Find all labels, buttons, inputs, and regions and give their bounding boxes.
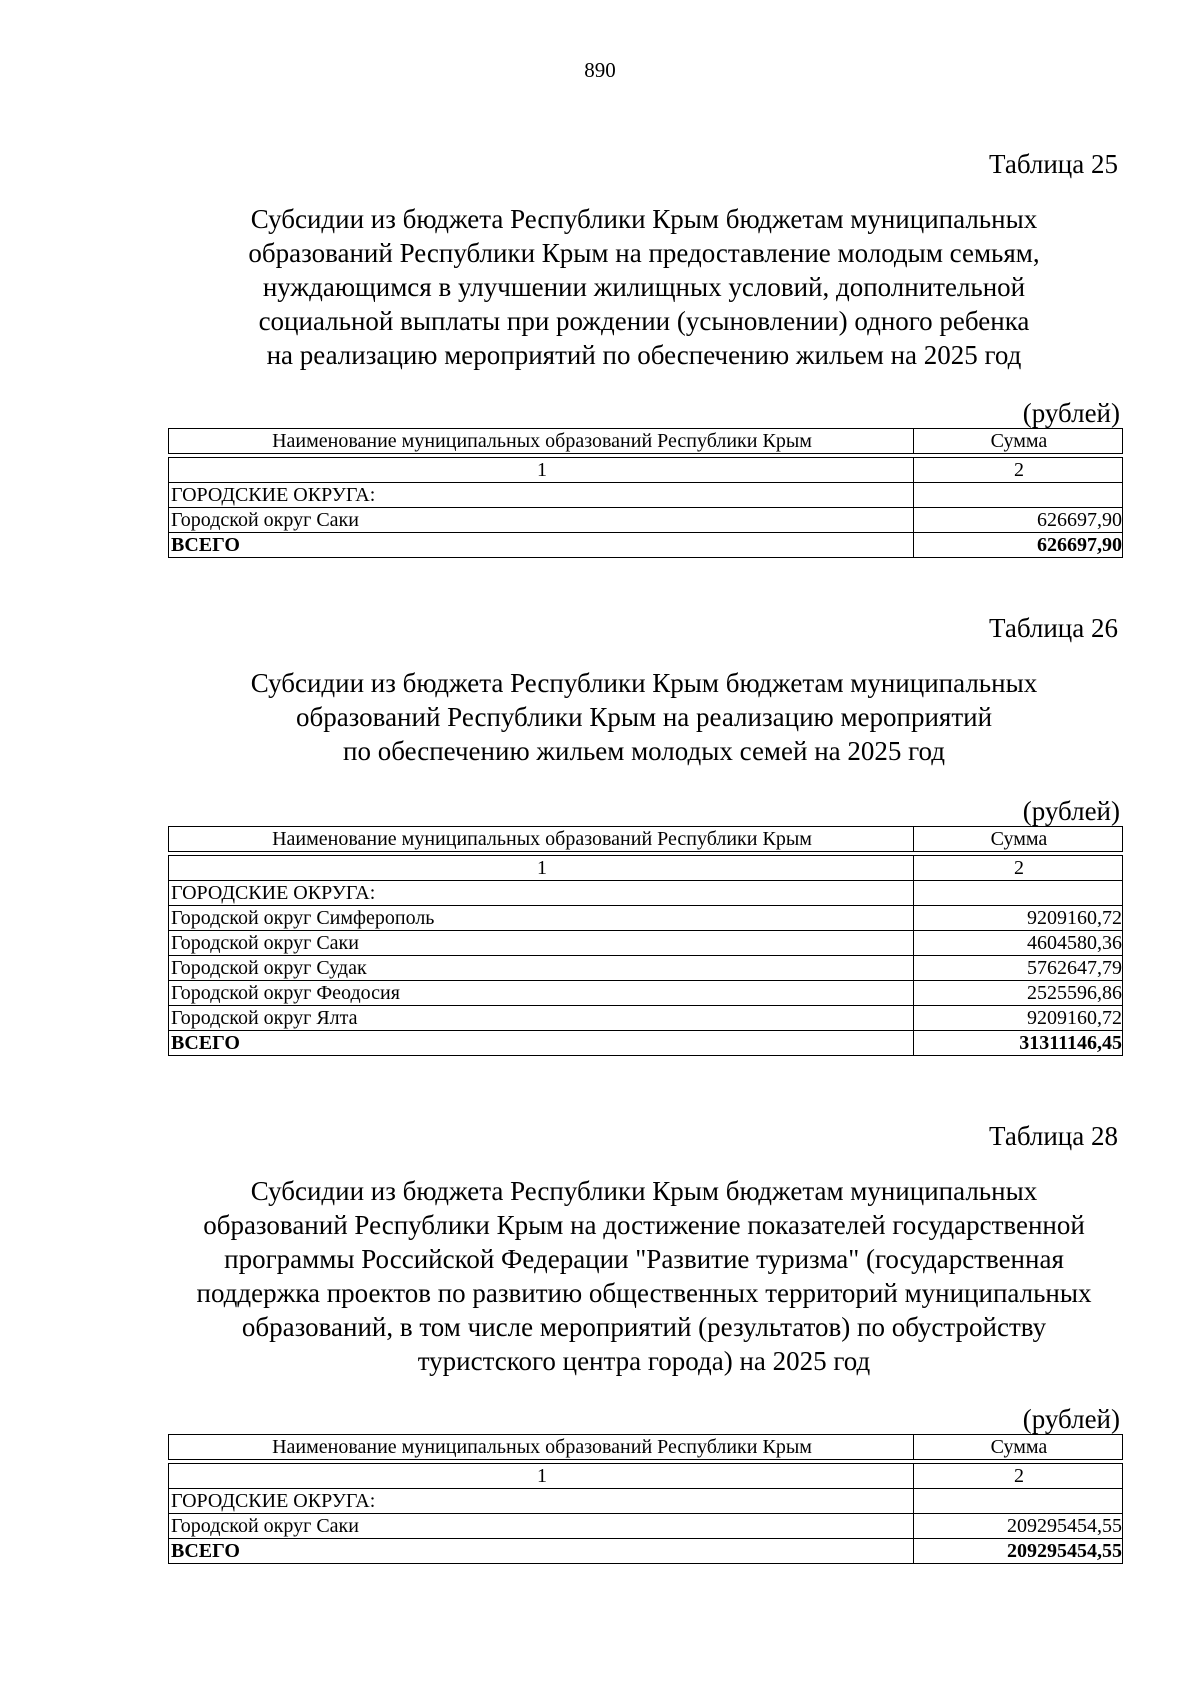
title-line: Субсидии из бюджета Республики Крым бюджетам муниципальных: [250, 204, 1038, 234]
column-number: 2: [914, 856, 1123, 881]
units-label: (рублей): [1022, 398, 1120, 428]
row-name: Городской округ Феодосия: [169, 981, 914, 1006]
table-label: Таблица 26: [989, 613, 1118, 643]
table-label: Таблица 25: [989, 149, 1118, 179]
header-sum: Сумма: [914, 1435, 1123, 1460]
header-sum: Сумма: [914, 429, 1123, 454]
table-row: [169, 1006, 1123, 1031]
row-name: Городской округ Саки: [169, 508, 914, 533]
title-line: туристского центра города) на 2025 год: [417, 1346, 871, 1376]
row-sum: 9209160,72: [914, 1006, 1123, 1031]
total-row: [169, 1031, 1123, 1056]
title-line: Субсидии из бюджета Республики Крым бюджетам муниципальных: [250, 668, 1038, 698]
column-number: 2: [914, 1464, 1123, 1489]
total-label: ВСЕГО: [169, 533, 914, 558]
table-row: [169, 956, 1123, 981]
header-row: [169, 827, 1123, 852]
total-sum: 626697,90: [914, 533, 1123, 558]
total-row: [169, 1539, 1123, 1564]
row-sum: 5762647,79: [914, 956, 1123, 981]
row-sum: 4604580,36: [914, 931, 1123, 956]
row-name: Городской округ Судак: [169, 956, 914, 981]
subsidy-table: [168, 1434, 1123, 1564]
group-label: ГОРОДСКИЕ ОКРУГА:: [169, 1489, 914, 1514]
column-number-row: [169, 458, 1123, 483]
header-row: [169, 429, 1123, 454]
title-line: на реализацию мероприятий по обеспечению жильем на 2025 год: [266, 340, 1022, 370]
subsidy-table: [168, 428, 1123, 558]
header-sum: Сумма: [914, 827, 1123, 852]
row-name: Городской округ Саки: [169, 931, 914, 956]
table-title: [168, 202, 1120, 372]
table-row: [169, 981, 1123, 1006]
page-number: 890: [584, 58, 616, 82]
column-number: 1: [169, 1464, 914, 1489]
table-title: [168, 666, 1120, 768]
total-sum: 31311146,45: [914, 1031, 1123, 1056]
header-name: Наименование муниципальных образований Республики Крым: [169, 1435, 914, 1460]
table-label: Таблица 28: [989, 1121, 1118, 1151]
total-label: ВСЕГО: [169, 1539, 914, 1564]
column-number: 2: [914, 458, 1123, 483]
group-sum: [914, 881, 1123, 906]
table-row: [169, 931, 1123, 956]
title-line: образований, в том числе мероприятий (результатов) по обустройству: [241, 1312, 1047, 1342]
table-28-section: [168, 1120, 1120, 1564]
title-line: нуждающимся в улучшении жилищных условий, дополнительной: [262, 272, 1026, 302]
units-label: (рублей): [1022, 796, 1120, 826]
table-row: [169, 508, 1123, 533]
subsidy-table: [168, 826, 1123, 1056]
group-row: [169, 881, 1123, 906]
header-row: [169, 1435, 1123, 1460]
title-line: по обеспечению жильем молодых семей на 2025 год: [343, 736, 945, 766]
title-line: образований Республики Крым на реализацию мероприятий: [295, 702, 993, 732]
group-label: ГОРОДСКИЕ ОКРУГА:: [169, 483, 914, 508]
group-sum: [914, 483, 1123, 508]
row-sum: 2525596,86: [914, 981, 1123, 1006]
total-label: ВСЕГО: [169, 1031, 914, 1056]
table-row: [169, 906, 1123, 931]
row-sum: 209295454,55: [914, 1514, 1123, 1539]
title-line: Субсидии из бюджета Республики Крым бюджетам муниципальных: [250, 1176, 1038, 1206]
group-sum: [914, 1489, 1123, 1514]
total-row: [169, 533, 1123, 558]
column-number-row: [169, 856, 1123, 881]
column-number-row: [169, 1464, 1123, 1489]
title-line: программы Российской Федерации "Развитие туризма" (государственная: [224, 1244, 1064, 1274]
row-name: Городской округ Симферополь: [169, 906, 914, 931]
column-number: 1: [169, 458, 914, 483]
row-name: Городской округ Саки: [169, 1514, 914, 1539]
table-25-section: [168, 148, 1120, 558]
row-sum: 9209160,72: [914, 906, 1123, 931]
table-row: [169, 1514, 1123, 1539]
group-label: ГОРОДСКИЕ ОКРУГА:: [169, 881, 914, 906]
group-row: [169, 1489, 1123, 1514]
group-row: [169, 483, 1123, 508]
title-line: образований Республики Крым на предоставление молодым семьям,: [248, 238, 1040, 268]
header-name: Наименование муниципальных образований Республики Крым: [169, 827, 914, 852]
title-line: образований Республики Крым на достижение показателей государственной: [203, 1210, 1085, 1240]
units-label: (рублей): [1022, 1404, 1120, 1434]
header-name: Наименование муниципальных образований Республики Крым: [169, 429, 914, 454]
total-sum: 209295454,55: [914, 1539, 1123, 1564]
table-title: [168, 1174, 1120, 1378]
row-sum: 626697,90: [914, 508, 1123, 533]
row-name: Городской округ Ялта: [169, 1006, 914, 1031]
table-26-section: [168, 612, 1120, 1056]
title-line: поддержка проектов по развитию общественных территорий муниципальных: [196, 1278, 1092, 1308]
title-line: социальной выплаты при рождении (усыновлении) одного ребенка: [258, 306, 1030, 336]
column-number: 1: [169, 856, 914, 881]
